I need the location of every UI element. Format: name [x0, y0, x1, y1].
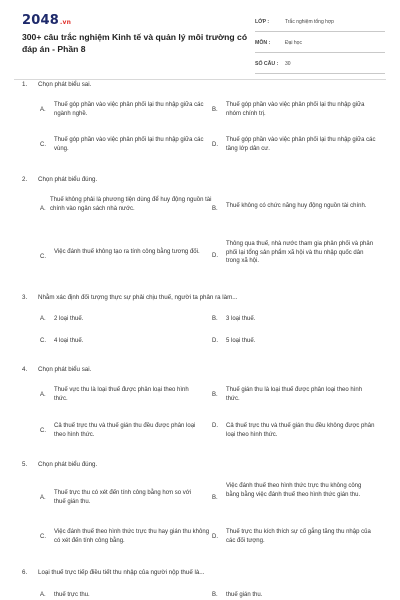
- site-logo[interactable]: 2048.vn: [22, 13, 72, 28]
- document-meta: [255, 14, 385, 77]
- meta-count-value: 30: [285, 61, 291, 67]
- meta-subject-value: Đại học: [285, 40, 302, 46]
- question-prompt: 5. Chọn phát biểu đúng.: [22, 461, 98, 468]
- question-prompt: 6. Loại thuế trực tiếp điều tiết thu nhập của người nộp thuế là...: [22, 569, 205, 576]
- meta-subject-key: MÔN :: [255, 40, 271, 46]
- question-prompt: 4. Chọn phát biểu sai.: [22, 366, 92, 373]
- header-divider: [14, 79, 386, 80]
- meta-count-key: SỐ CÂU :: [255, 61, 279, 67]
- question-prompt: 2. Chọn phát biểu đúng.: [22, 176, 98, 183]
- question-prompt: 3. Nhằm xác định đối tượng thực sự phải chịu thuế, người ta phân ra làm...: [22, 294, 238, 301]
- page-header: [0, 0, 400, 72]
- meta-class-key: LỚP :: [255, 19, 270, 25]
- meta-class-value: Trắc nghiệm tổng hợp: [285, 19, 334, 25]
- meta-class-row: [255, 14, 385, 32]
- document-title: 300+ câu trắc nghiệm Kinh tế và quản lý môi trường có đáp án - Phần 8: [22, 32, 248, 54]
- meta-subject-row: [255, 35, 385, 53]
- meta-count-row: [255, 56, 385, 74]
- question-prompt: 1. Chọn phát biểu sai.: [22, 81, 92, 88]
